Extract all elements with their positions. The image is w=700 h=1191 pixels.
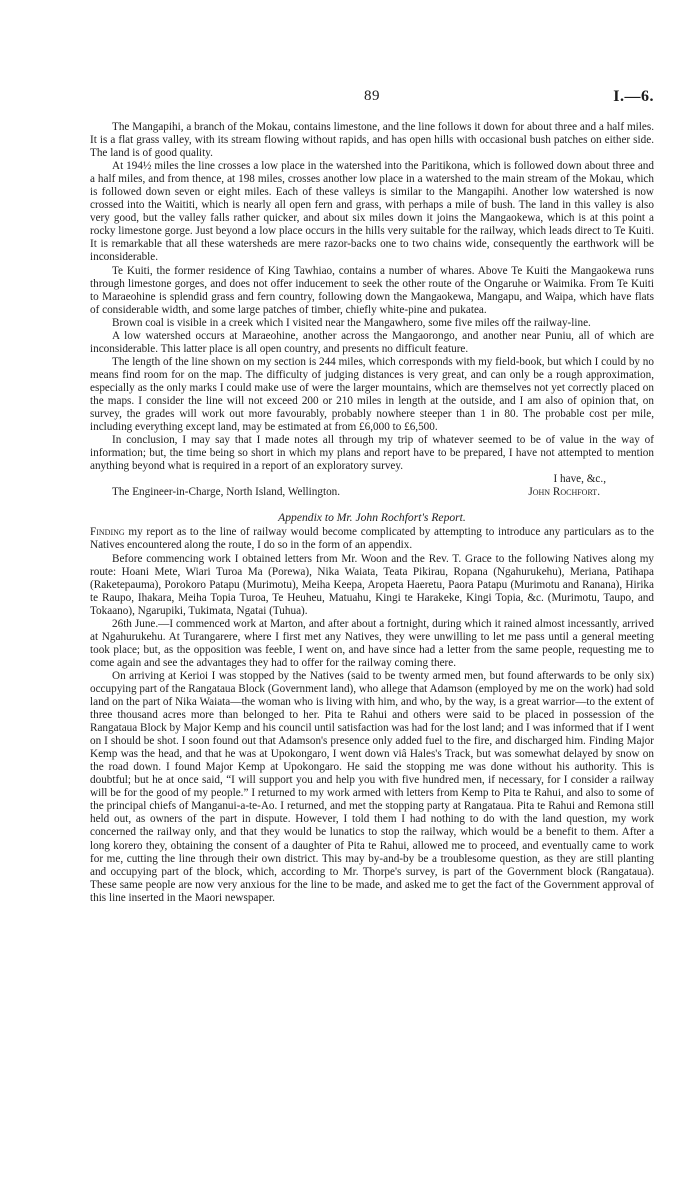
document-reference: I.—6. bbox=[613, 88, 654, 105]
report-body bbox=[90, 121, 654, 905]
report-paragraph: A low watershed occurs at Maraeohine, another across the Mangaorongo, and another near Puniu, all of which are inconsiderable. This latter place is all open country, and presents no difficult feature. bbox=[90, 329, 654, 355]
addressee: The Engineer-in-Charge, North Island, Wellington. bbox=[112, 486, 341, 499]
appendix-paragraph: 26th June.—I commenced work at Marton, and after about a fortnight, during which it rained almost incessantly, arrived at Ngahurukehu. At Turangarere, where I first met any Natives, they were unwilling to let me pass until a general meeting took place; but, as the opposition was feeble, I went on, and have since had a letter from the same people, requesting me to come again and see the advantages they had to offer for the railway coming there. bbox=[90, 617, 654, 669]
appendix-intro-text: my report as to the line of railway would become complicated by attempting to introduce any particulars as to the Natives encountered along the route, I do so in the form of an appendix. bbox=[90, 526, 654, 552]
report-paragraph: Te Kuiti, the former residence of King Tawhiao, contains a number of whares. Above Te Kuiti the Mangaokewa runs through limestone gorges, and does not offer inducement to seek the other route of the Ongaruhe or Waimika. From Te Kuiti to Maraeohine is splendid grass and fern country, following down the Mangaokewa, Mangapu, and Waipa, which have flats of considerable width, and some large patches of timber, chiefly white-pine and pukatea. bbox=[90, 264, 654, 316]
appendix-paragraph: On arriving at Kerioi I was stopped by the Natives (said to be twenty armed men, but found afterwards to be only six) occupying part of the Rangataua Block (Government land), who allege that Adamson (employed by me on the work) had sold land on the part of Nika Waiata—the woman who is living with him, and who, by the way, is a great warrior—to the extent of three thousand acres more than belonged to her. Pita te Rahui and others were said to be placed in possession of the Rangataua Block by Major Kemp and his council until satisfaction was had for the lost land; and I was informed that if I went on I should be shot. I soon found out that Adamson's presence only added fuel to the fire, and discharged him. Finding Major Kemp was the head, and that he was at Upokongaro, I went down viâ Hales's Track, but was somewhat delayed by snow on the road down. I found Major Kemp at Upokongaro. He said the stopping me was done without his authority. This is doubtful; but he at once said, “I will support you and help you with five hundred men, if necessary, for I consider a railway will be for the good of my people.” I returned to my work armed with letters from Kemp to Pita te Rahui, and also to some of the principal chiefs of Manganui-a-te-Ao. I returned, and met the stopping party at Rangataua. Pita te Rahui and Remona still held out, as owners of the part in dispute. However, I told them I had nothing to do with the land question, my work concerned the railway only, and that they would be lunatics to stop the railway, which would be a benefit to them. After a long korero they, obtaining the consent of a daughter of Pita te Rahui, allowed me to proceed, and eventually came to work for me, cutting the line through their own district. This may by-and-by be a troublesome question, as they are still planting and occupying part of the block, which, according to Mr. Thorpe's survey, is part of the Government block (Rangataua). These same people are now very anxious for the line to be made, and asked me to get the fact of the Government approval of this line inserted in the Maori newspaper. bbox=[90, 669, 654, 904]
page-number: 89 bbox=[364, 88, 380, 104]
addressee-line bbox=[90, 486, 654, 499]
appendix-heading: Appendix to Mr. John Rochfort's Report. bbox=[278, 511, 466, 525]
appendix-paragraph: Before commencing work I obtained letters from Mr. Woon and the Rev. T. Grace to the following Natives along my route: Hoani Mete, Wiari Turoa Ma (Porewa), Nika Waiata, Teata Pikirau, Ropana (Ngahurukehu), Meriana, Patihapa (Raketepauma), Porokoro Patapu (Murimotu), Meiha Keepa, Aropeta Haeretu, Paora Patapu (Murimotu and Ranana), Hirika te Raupo, Ihakara, Meiha Topia Turoa, Te Heuheu, Matuahu, Kingi te Harakeke, Kingi Topia, &c. (Murimotu, Taupo, and Tokaano), Ngarupiki, Tukimata, Ngatai (Tuhua). bbox=[90, 552, 654, 617]
report-paragraph: The Mangapihi, a branch of the Mokau, contains limestone, and the line follows it down for about three and a half miles. It is a flat grass valley, with its stream flowing without rapids, and has open hills with occasional bush patches on either side. The land is of good quality. bbox=[90, 121, 654, 160]
report-paragraph: At 194½ miles the line crosses a low place in the watershed into the Paritikona, which is followed down about three and a half miles, and from thence, at 198 miles, crosses another low place in a watershed to the main stream of the Mokau, which is followed down seven or eight miles. Each of these valleys is similar to the Mangapihi. Another low watershed is now crossed into the Waititi, which is nearly all open fern and grass, with perhaps a mile of bush. The land in this valley is also very good, but the valley falls rather quicker, and about six miles down it joins the Mangaokewa, which is at this point a rocky limestone gorge. Just beyond a low place occurs in the hills very suitable for the railway, which leads direct to Te Kuiti. It is remarkable that all these watersheds are mere razor-backs one to two chains wide, consequently the earthwork will be inconsiderable. bbox=[90, 160, 654, 264]
signature: John Rochfort. bbox=[528, 486, 600, 499]
report-paragraph: In conclusion, I may say that I made notes all through my trip of whatever seemed to be of value in the way of information; but, the time being so short in which my plans and report have to be prepared, I have not attempted to mention anything beyond what is required in a report of an exploratory survey. bbox=[90, 434, 654, 473]
appendix-intro-paragraph bbox=[90, 526, 654, 552]
closing-salutation: I have, &c., bbox=[553, 473, 606, 486]
closing-line bbox=[90, 473, 654, 486]
appendix-first-word: Finding bbox=[90, 526, 125, 539]
report-paragraph: The length of the line shown on my section is 244 miles, which corresponds with my field-book, but which I could by no means find room for on the map. The difficulty of judging distances is very great, and can only be a rough approximation, especially as the only marks I could make use of were the larger mountains, which are themselves not yet correctly placed on the maps. I consider the line will not exceed 200 or 210 miles in length at the outside, and I am also of opinion that, on survey, the grades will work out more favourably, probably nowhere steeper than 1 in 80. The probable cost per mile, including everything except land, may be estimated at from £6,000 to £6,500. bbox=[90, 355, 654, 434]
report-paragraph: Brown coal is visible in a creek which I visited near the Mangawhero, some five miles off the railway-line. bbox=[112, 316, 591, 329]
page-header bbox=[90, 88, 654, 108]
